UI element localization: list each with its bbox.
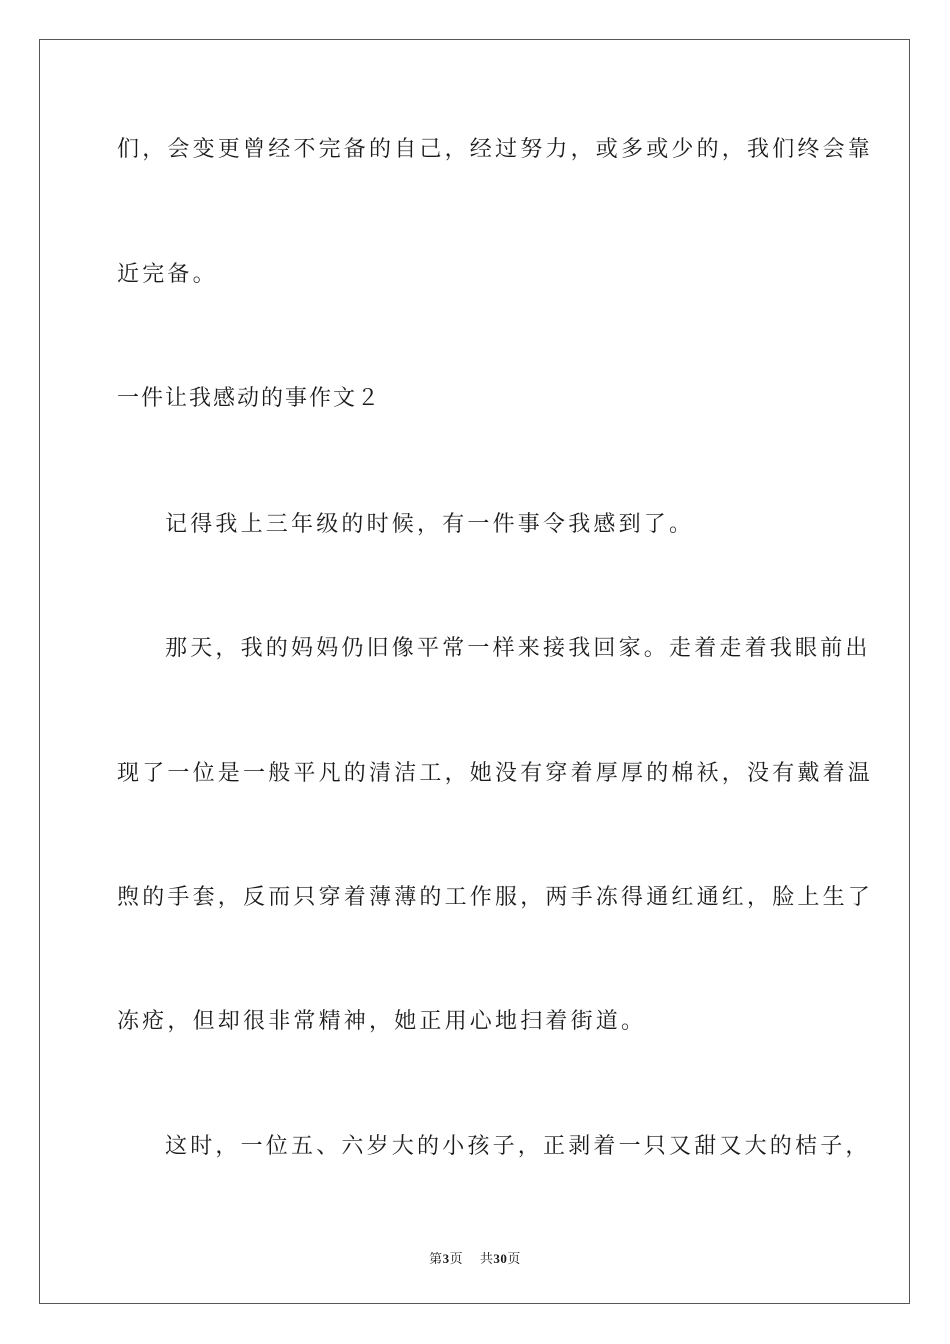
page-frame — [39, 39, 910, 1304]
paragraph-line: 冻疮，但却很非常精神，她正用心地扫着街道。 — [117, 1009, 647, 1034]
page-footer — [0, 1248, 950, 1267]
paragraph-line: 记得我上三年级的时候，有一件事令我感到了。 — [165, 512, 695, 537]
paragraph-line: 们，会变更曾经不完备的自己，经过努力，或多或少的，我们终会靠 — [117, 137, 874, 162]
paragraph-line: 近完备。 — [117, 262, 218, 287]
total-pages: 共30页 — [479, 1251, 521, 1267]
section-heading: 一件让我感动的事作文２ — [117, 386, 382, 411]
paragraph-line: 煦的手套，反而只穿着薄薄的工作服，两手冻得通红通红，脸上生了 — [117, 885, 874, 910]
page-indicator: 第3页 — [429, 1251, 464, 1267]
paragraph-line: 这时，一位五、六岁大的小孩子，正剥着一只又甜又大的桔子， — [165, 1134, 871, 1159]
paragraph-line: 现了一位是一般平凡的清洁工，她没有穿着厚厚的棉袄，没有戴着温 — [117, 761, 874, 786]
paragraph-line: 那天，我的妈妈仍旧像平常一样来接我回家。走着走着我眼前出 — [165, 636, 871, 661]
